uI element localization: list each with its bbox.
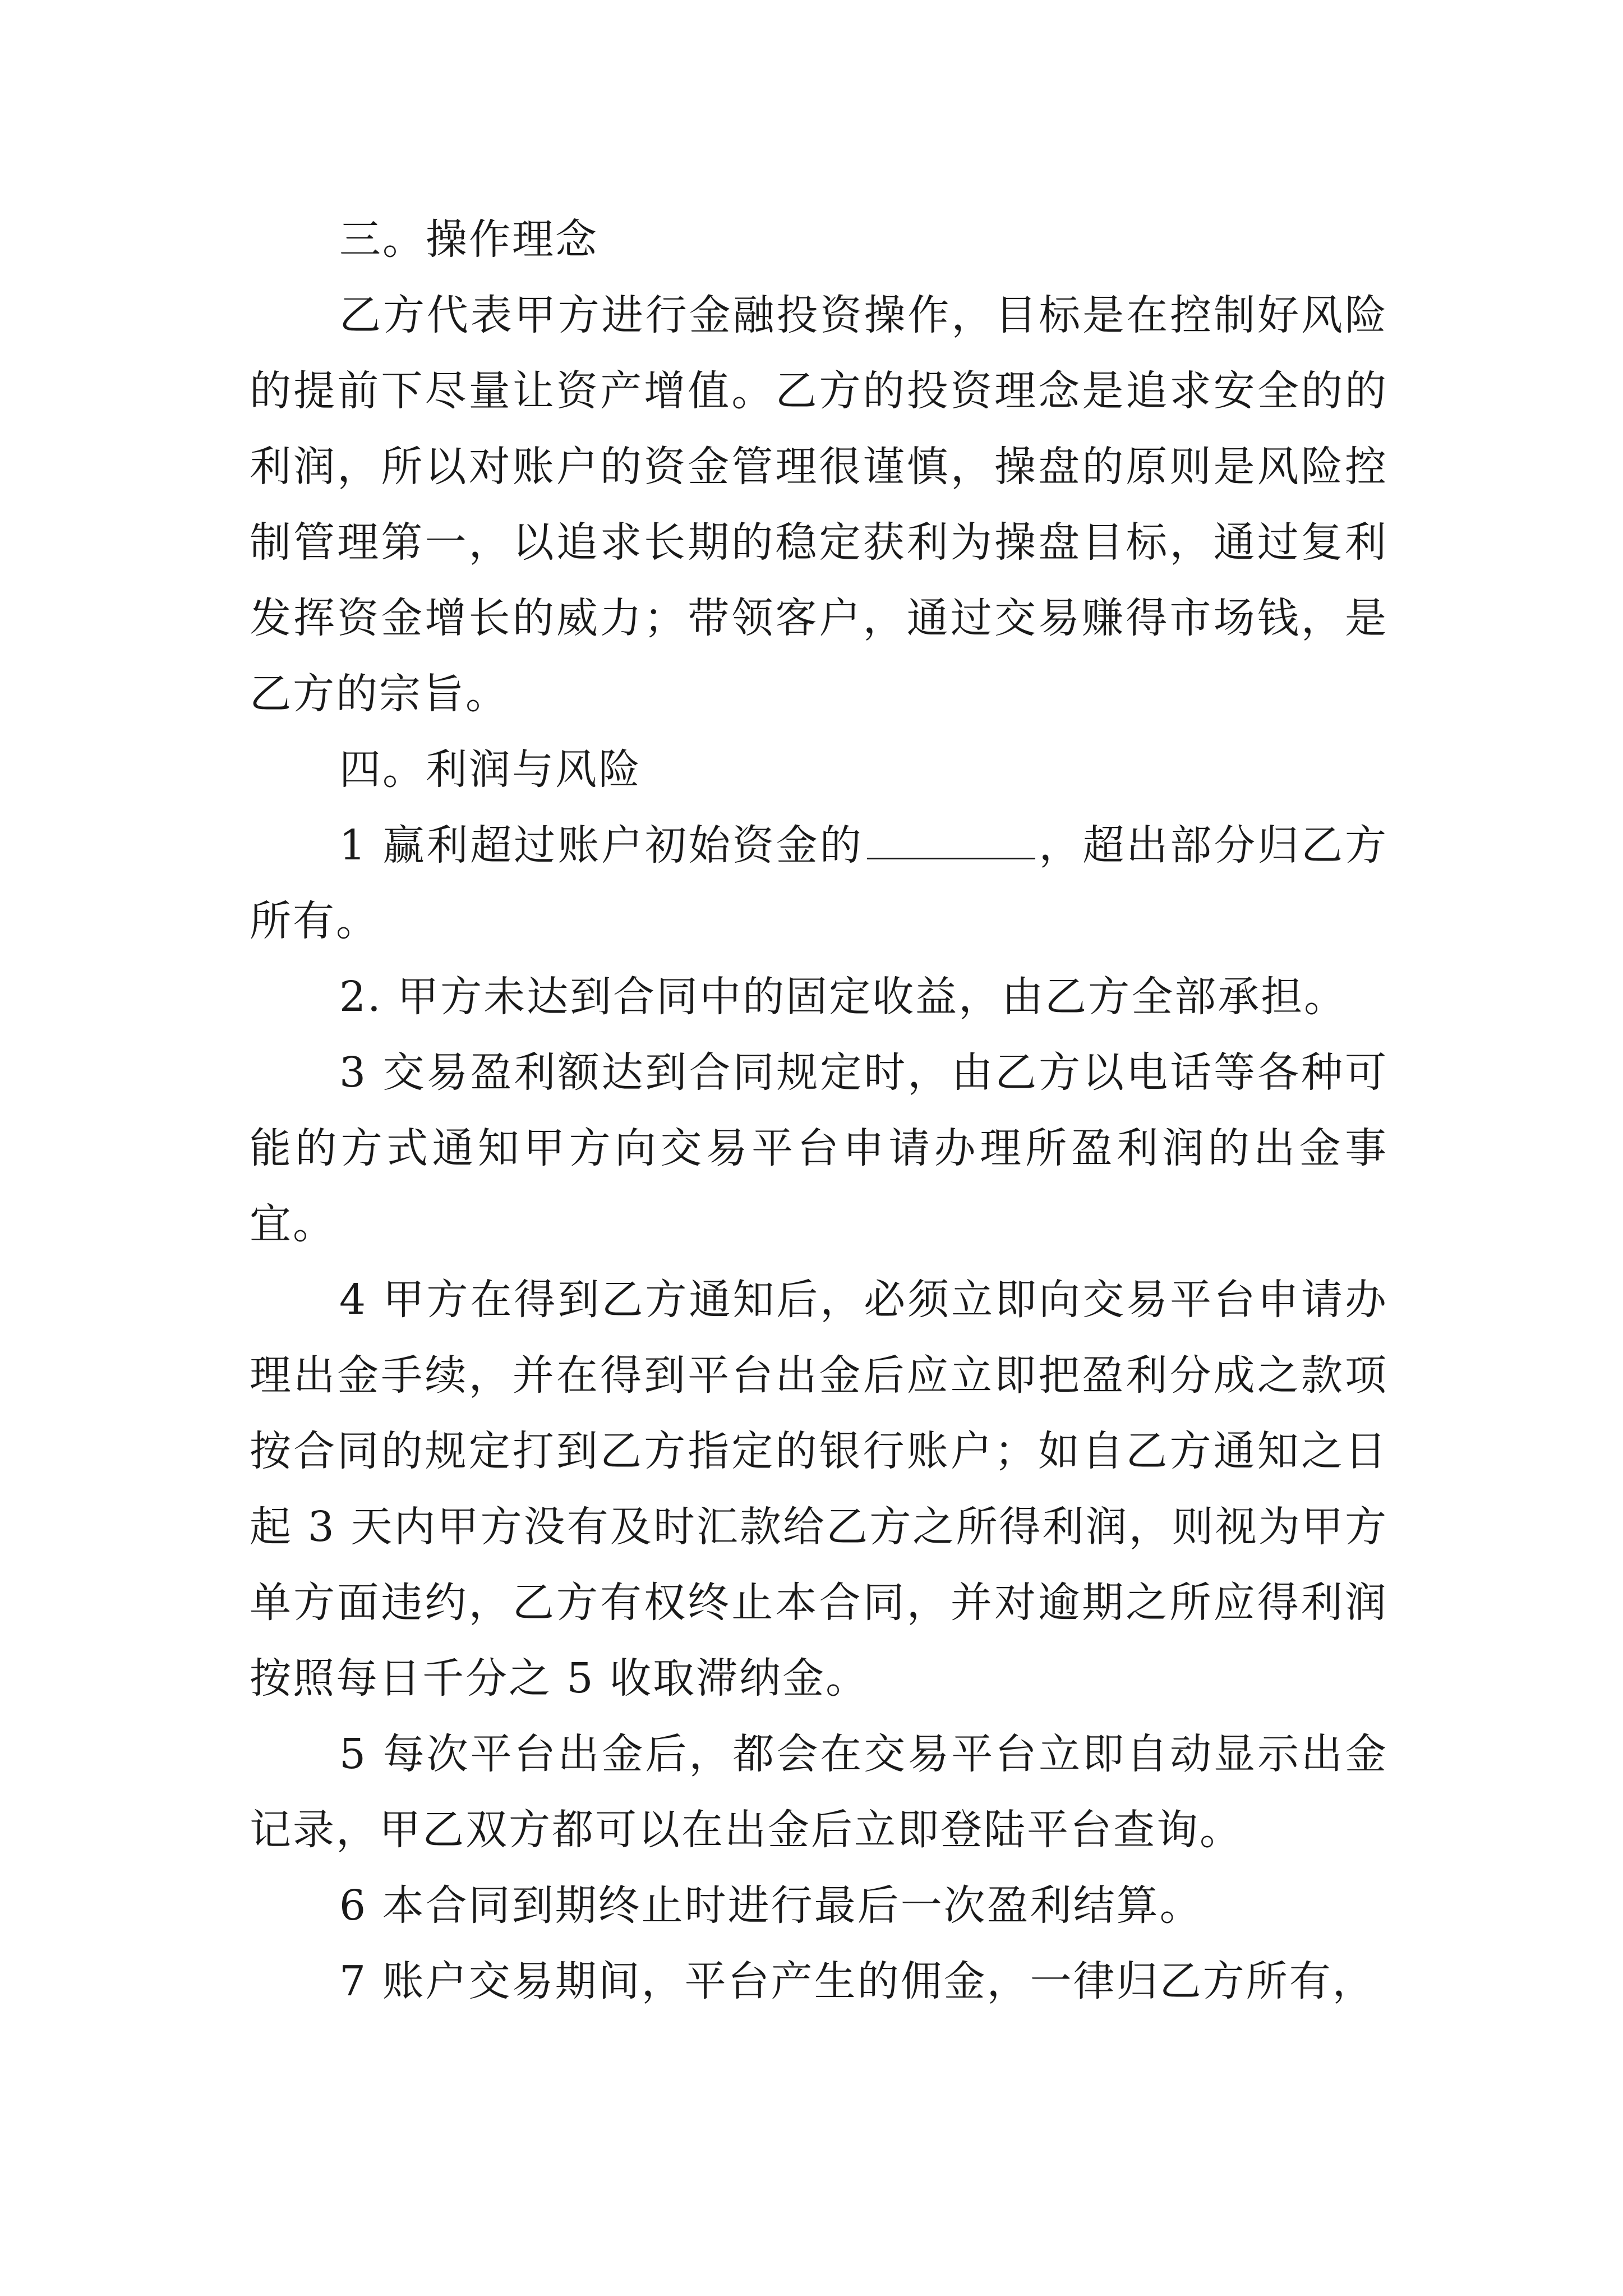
- section-3-body: 乙方代表甲方进行金融投资操作，目标是在控制好风险的提前下尽量让资产增值。乙方的投资理念是追求安全的的利润，所以对账户的资金管理很谨慎，操盘的原则是风险控制管理第一，以追求长期的稳定获利为操盘目标，通过复利发挥资金增长的威力；带领客户，通过交易赚得市场钱，是乙方的宗旨。: [250, 291, 1388, 718]
- clause-1: [250, 808, 1388, 959]
- document-body: [250, 202, 1388, 2019]
- clause-2: 2. 甲方未达到合同中的固定收益，由乙方全部承担。: [339, 973, 1348, 1021]
- section-4-title: 四。利润与风险: [339, 746, 642, 794]
- section-3-title: 三。操作理念: [339, 215, 598, 264]
- clause-4: 4 甲方在得到乙方通知后，必须立即向交易平台申请办理出金手续，并在得到平台出金后应立即把盈利分成之款项按合同的规定打到乙方指定的银行账户；如自乙方通知之日起 3 天内甲方没有及时汇款给乙方之所得利润，则视为甲方单方面违约，乙方有权终止本合同，并对逾期之所应得利润按照每日千分之 5 收取滞纳金。: [250, 1276, 1388, 1703]
- fill-in-blank: [867, 818, 1035, 859]
- clause-1-text-after: ，超出部分归乙方所有。: [250, 821, 1388, 945]
- clause-3: 3 交易盈利额达到合同规定时，由乙方以电话等各种可能的方式通知甲方向交易平台申请办理所盈利润的出金事宜。: [250, 1048, 1388, 1248]
- clause-5: 5 每次平台出金后，都会在交易平台立即自动显示出金记录，甲乙双方都可以在出金后立即登陆平台查询。: [250, 1730, 1388, 1854]
- clause-6: 6 本合同到期终止时进行最后一次盈利结算。: [339, 1881, 1203, 1930]
- clause-1-text-before: 1 赢利超过账户初始资金的: [339, 821, 864, 869]
- clause-7: 7 账户交易期间，平台产生的佣金，一律归乙方所有，: [339, 1957, 1376, 2005]
